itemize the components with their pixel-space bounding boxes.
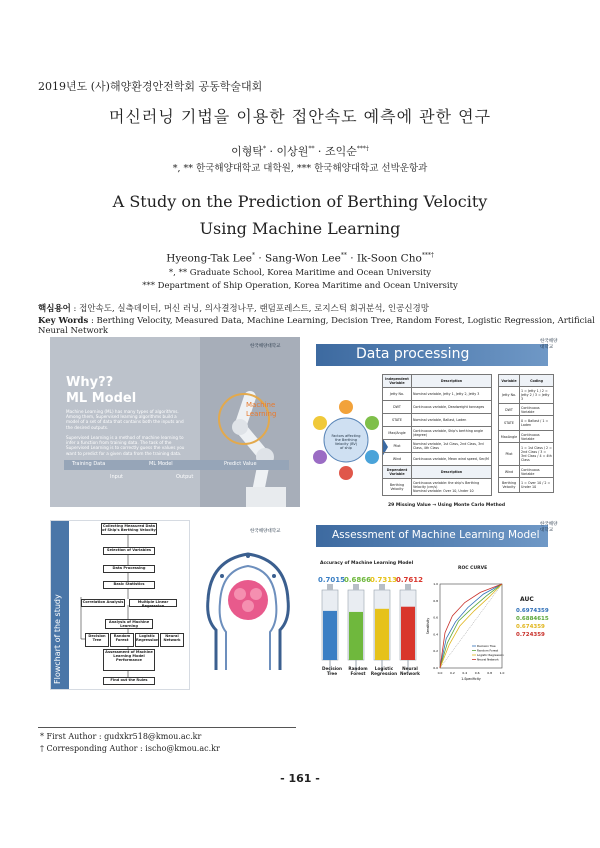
syringe-plunger bbox=[327, 584, 333, 590]
coding-header-coding: Coding bbox=[520, 375, 554, 387]
dependent-variable: Berthing Velocity bbox=[383, 479, 412, 496]
author-3-en-mark: ***† bbox=[421, 252, 434, 259]
conference-name: 2019년도 (사)해양환경안전학회 공동학술대회 bbox=[38, 80, 263, 93]
table-header-dependent: Dependent Variable bbox=[383, 466, 412, 479]
roc-legend-label: Decision Tree bbox=[477, 644, 496, 648]
flow-find-rules: Find out the Rules bbox=[103, 677, 155, 685]
author-sep: · bbox=[314, 145, 325, 158]
roc-curve-chart bbox=[426, 572, 506, 690]
roc-legend-label: Logistic Regression bbox=[477, 653, 504, 657]
why-ml-slide bbox=[50, 337, 300, 507]
assessment-slide bbox=[308, 520, 558, 690]
assessment-banner bbox=[316, 525, 548, 547]
data-processing-banner bbox=[316, 344, 548, 366]
author-3-en: Ik-Soon Cho bbox=[356, 252, 422, 265]
flowchart-slide bbox=[50, 520, 190, 690]
author-1-en-mark: * bbox=[252, 252, 256, 259]
coding-row-code: 0 = Ballast / 1 = Laden bbox=[520, 416, 554, 431]
english-authors bbox=[0, 252, 600, 265]
flow-multiple-regression: Multiple Linear Regression bbox=[129, 599, 177, 607]
page-number: - 161 - bbox=[280, 772, 320, 785]
variable-description-table bbox=[382, 374, 492, 500]
flow-collect-data: Collecting Measured Data of Ship's Berthing Velocity bbox=[101, 523, 157, 535]
coding-row-var: DWT bbox=[499, 404, 520, 416]
english-title bbox=[0, 188, 600, 242]
why-title-line-2: ML Model bbox=[66, 391, 137, 406]
flow-data-processing: Data Processing bbox=[103, 565, 155, 573]
bar-ml-model: ML Model bbox=[149, 461, 173, 467]
bar-training-data: Training Data bbox=[72, 461, 106, 467]
footnote-divider bbox=[38, 727, 296, 728]
accuracy-value: 0.7313 bbox=[370, 576, 398, 584]
flow-selection: Selection of Variables bbox=[103, 547, 155, 555]
coding-row-var: Jetty No. bbox=[499, 387, 520, 404]
korean-keywords-text: : 접안속도, 실측데이터, 머신 러닝, 의사결정나무, 랜덤포레스트, 로지스틱 회귀분석, 인공신경망 bbox=[70, 304, 429, 314]
table-row-desc: Nominal variable, 1st Class, 2nd Class, 3rd Class, 4th Class bbox=[412, 440, 492, 453]
roc-x-tick: 1.0 bbox=[499, 671, 505, 675]
coding-row-code: Continuous Variable bbox=[520, 404, 554, 416]
syringe-fill bbox=[323, 611, 337, 660]
syringe-plunger bbox=[405, 584, 411, 590]
dependent-desc-2: Nominal variable: Over 10, Under 10 bbox=[413, 489, 474, 493]
flow-basic-statistics: Basic Statistics bbox=[103, 581, 155, 589]
coding-row-var: Wind bbox=[499, 466, 520, 478]
model-label: Decision Tree bbox=[321, 666, 343, 676]
roc-y-tick: 0.6 bbox=[433, 615, 438, 620]
english-keywords-text: : Berthing Velocity, Measured Data, Machine Learning, Decision Tree, Random Forest, Logistic Regression, Artificial Neural Network bbox=[38, 316, 595, 336]
footnote-mark: * bbox=[40, 732, 44, 741]
output-label: Output bbox=[176, 474, 194, 480]
roc-y-tick: 0.0 bbox=[433, 666, 438, 670]
accuracy-value: 0.6866 bbox=[344, 576, 372, 584]
auc-title: AUC bbox=[520, 596, 534, 603]
coding-row-var: Berthing Velocity bbox=[499, 478, 520, 493]
roc-y-tick: 0.2 bbox=[433, 649, 438, 654]
roc-x-tick: 0.8 bbox=[487, 671, 492, 675]
ml-circle-line-2: Learning bbox=[246, 410, 277, 418]
table-header-description: Description bbox=[412, 466, 492, 479]
model-label: Logistic Regression bbox=[370, 666, 398, 676]
accuracy-value: 0.7612 bbox=[396, 576, 424, 584]
ml-paragraph-2: Supervised Learning is a method of machine learning to infer a function from training data. The task of the Supervised Learning is to correctly guess the values you want to predict for a given data from the training data. bbox=[66, 435, 185, 456]
table-row-desc: Nominal variable, Ballast, Laden bbox=[412, 414, 492, 427]
table-row-var: DWT bbox=[383, 401, 412, 414]
korean-authors bbox=[0, 143, 600, 159]
auc-value: 0.724359 bbox=[516, 632, 545, 638]
syringe-accuracy-chart bbox=[316, 584, 431, 674]
factor-wheel-label: Factors affecting the Berthing Velocity (BV) of ship bbox=[331, 434, 361, 450]
ml-circle-line-1: Machine bbox=[246, 401, 276, 409]
auc-value: 0.6974359 bbox=[516, 608, 549, 614]
dependent-description bbox=[412, 479, 492, 496]
english-title-line-2: Using Machine Learning bbox=[199, 219, 401, 238]
roc-y-tick: 1.0 bbox=[433, 582, 438, 586]
university-logo: 한국해양대학교 bbox=[540, 522, 558, 533]
why-title-line-1: Why?? bbox=[66, 375, 114, 390]
university-logo: 한국해양대학교 bbox=[250, 529, 281, 534]
roc-legend-label: Random Forest bbox=[477, 648, 499, 653]
data-processing-title: Data processing bbox=[356, 346, 470, 362]
bar-predict-value: Predict Value bbox=[224, 461, 257, 467]
english-keywords bbox=[38, 316, 600, 336]
korean-affiliation: *, ** 한국해양대학교 대학원, *** 한국해양대학교 선박운항과 bbox=[172, 163, 428, 174]
author-2: 이상원 bbox=[276, 145, 309, 158]
korean-title: 머신러닝 기법을 이용한 접안속도 예측에 관한 연구 bbox=[108, 107, 492, 126]
author-2-mark: ** bbox=[308, 145, 315, 153]
missing-value-caption: 29 Missing Value → Using Monte Carlo Method bbox=[388, 503, 506, 508]
auc-value: 0.6884615 bbox=[516, 616, 549, 622]
author-sep: · bbox=[255, 252, 266, 265]
syringe-fill bbox=[375, 609, 389, 660]
coding-row-code: 1 = Over 10 / 2 = Under 10 bbox=[520, 478, 554, 493]
coding-row-var: Pilot bbox=[499, 443, 520, 466]
flow-neural-network: Neural Network bbox=[160, 633, 184, 647]
roc-y-tick: 0.4 bbox=[433, 632, 438, 637]
independent-variable-table bbox=[382, 374, 492, 496]
model-label: Neural Network bbox=[400, 666, 420, 676]
roc-x-tick: 0.0 bbox=[437, 671, 443, 675]
syringe-fill bbox=[401, 607, 415, 660]
variable-coding-table bbox=[498, 374, 554, 493]
author-2-en: Sang-Won Lee bbox=[265, 252, 341, 265]
table-row-desc: Nominal variable, Jetty 1, Jetty 2, Jetty 3 bbox=[412, 388, 492, 401]
flow-decision-tree: Decision Tree bbox=[85, 633, 109, 647]
table-header-variable: Independent Variable bbox=[383, 375, 412, 388]
roc-legend-label: Neural Network bbox=[477, 657, 499, 662]
brain-head-icon bbox=[196, 520, 300, 690]
footnote-text: Corresponding Author : ischo@kmou.ac.kr bbox=[46, 744, 220, 753]
table-row-desc: Continuous variable, Ship's berthing angle (degree) bbox=[412, 427, 492, 440]
footnote-corresponding-author bbox=[40, 744, 220, 753]
flow-correlation: Correlation Analysis bbox=[81, 599, 125, 607]
table-header-description: Description bbox=[412, 375, 492, 388]
footnote-first-author bbox=[40, 732, 201, 741]
ml-paragraph-1: Machine Learning (ML) has many types of algorithms. Among them, Supervised learning algorithms build a model of a set of data that contains both the inputs and the desired outputs. bbox=[66, 409, 184, 430]
flow-logistic-regression: Logistic Regression bbox=[135, 633, 159, 647]
author-3: 조익순 bbox=[324, 145, 357, 158]
author-sep: · bbox=[346, 252, 357, 265]
why-ml-title bbox=[66, 375, 136, 407]
accuracy-value: 0.7015 bbox=[318, 576, 346, 584]
university-logo: 한국해양대학교 bbox=[540, 339, 558, 350]
roc-y-label: Sensitivity bbox=[426, 617, 430, 635]
table-row-var: Max/Angle bbox=[383, 427, 412, 440]
flowchart-side-title: Flowchart of the study bbox=[53, 594, 62, 684]
syringe-plunger bbox=[353, 584, 359, 590]
syringe-fill bbox=[349, 612, 363, 660]
roc-x-tick: 0.6 bbox=[474, 671, 480, 675]
author-1: 이형탁 bbox=[231, 145, 264, 158]
roc-y-tick: 0.8 bbox=[433, 598, 438, 603]
university-logo: 한국해양대학교 bbox=[250, 344, 281, 349]
coding-header-variable: Variable bbox=[499, 375, 520, 387]
model-label: Random Forest bbox=[348, 666, 368, 676]
syringe-plunger bbox=[379, 584, 385, 590]
footnote-text: First Author : gudxkr518@kmou.ac.kr bbox=[46, 732, 202, 741]
coding-table bbox=[498, 374, 554, 493]
coding-row-code: 1 = 1st Class / 2 = 2nd Class / 3 = 3rd Class / 4 = 4th Class bbox=[520, 443, 554, 466]
table-row-desc: Continuous variable, Mean wind speed, Sec/M bbox=[412, 453, 492, 466]
english-title-line-1: A Study on the Prediction of Berthing Velocity bbox=[112, 192, 488, 211]
korean-keywords-label: 핵심용어 bbox=[38, 304, 71, 314]
table-row-var: Wind bbox=[383, 453, 412, 466]
english-affiliation-2: *** Department of Ship Operation, Korea Maritime and Ocean University bbox=[142, 281, 458, 291]
auc-value: 0.674359 bbox=[516, 624, 545, 630]
dependent-desc-1: Continuous variable: the ship's Berthing Velocity (cm/s) bbox=[413, 481, 480, 489]
ml-circle-label bbox=[246, 401, 276, 419]
coding-row-var: MaxAngle bbox=[499, 431, 520, 443]
flow-random-forest: Random Forest bbox=[110, 633, 134, 647]
author-sep: · bbox=[266, 145, 277, 158]
table-row-var: Pilot bbox=[383, 440, 412, 453]
table-row-desc: Continuous variable, Deadweight tonnages bbox=[412, 401, 492, 414]
roc-x-tick: 0.2 bbox=[450, 671, 455, 675]
roc-chart-title: ROC CURVE bbox=[458, 566, 488, 571]
english-affiliation-1: *, ** Graduate School, Korea Maritime and Ocean University bbox=[168, 268, 432, 278]
roc-x-tick: 0.4 bbox=[462, 671, 468, 675]
coding-row-code: 1 = Jetty 1 / 2 = Jetty 2 / 3 = Jetty 3 bbox=[520, 387, 554, 404]
english-keywords-label: Key Words bbox=[38, 316, 89, 326]
author-3-mark: ***† bbox=[356, 145, 369, 153]
accuracy-chart-title: Accuracy of Machine Learning Model bbox=[320, 561, 414, 566]
roc-x-label: 1-Specificity bbox=[461, 677, 481, 681]
table-row-var: Jetty No. bbox=[383, 388, 412, 401]
data-processing-slide bbox=[308, 337, 558, 517]
author-2-en-mark: ** bbox=[340, 252, 347, 259]
korean-keywords bbox=[38, 302, 429, 314]
coding-row-var: STATE bbox=[499, 416, 520, 431]
table-row-var: STATE bbox=[383, 414, 412, 427]
brain-illustration-slide bbox=[196, 520, 300, 690]
author-1-mark: * bbox=[263, 145, 267, 153]
coding-row-code: Continuous Variable bbox=[520, 431, 554, 443]
assessment-title: Assessment of Machine Learning Model bbox=[332, 529, 540, 541]
factor-wheel-diagram bbox=[310, 385, 382, 495]
footnote-mark: † bbox=[40, 744, 44, 753]
flow-assessment: Assessment of Machine Learning Model Performance bbox=[103, 649, 155, 671]
input-label: Input bbox=[110, 474, 123, 480]
flow-analysis-ml: Analysis of Machine Learning bbox=[105, 619, 153, 629]
coding-row-code: Continuous Variable bbox=[520, 466, 554, 478]
ml-process-bar bbox=[64, 460, 289, 470]
author-1-en: Hyeong-Tak Lee bbox=[166, 252, 253, 265]
